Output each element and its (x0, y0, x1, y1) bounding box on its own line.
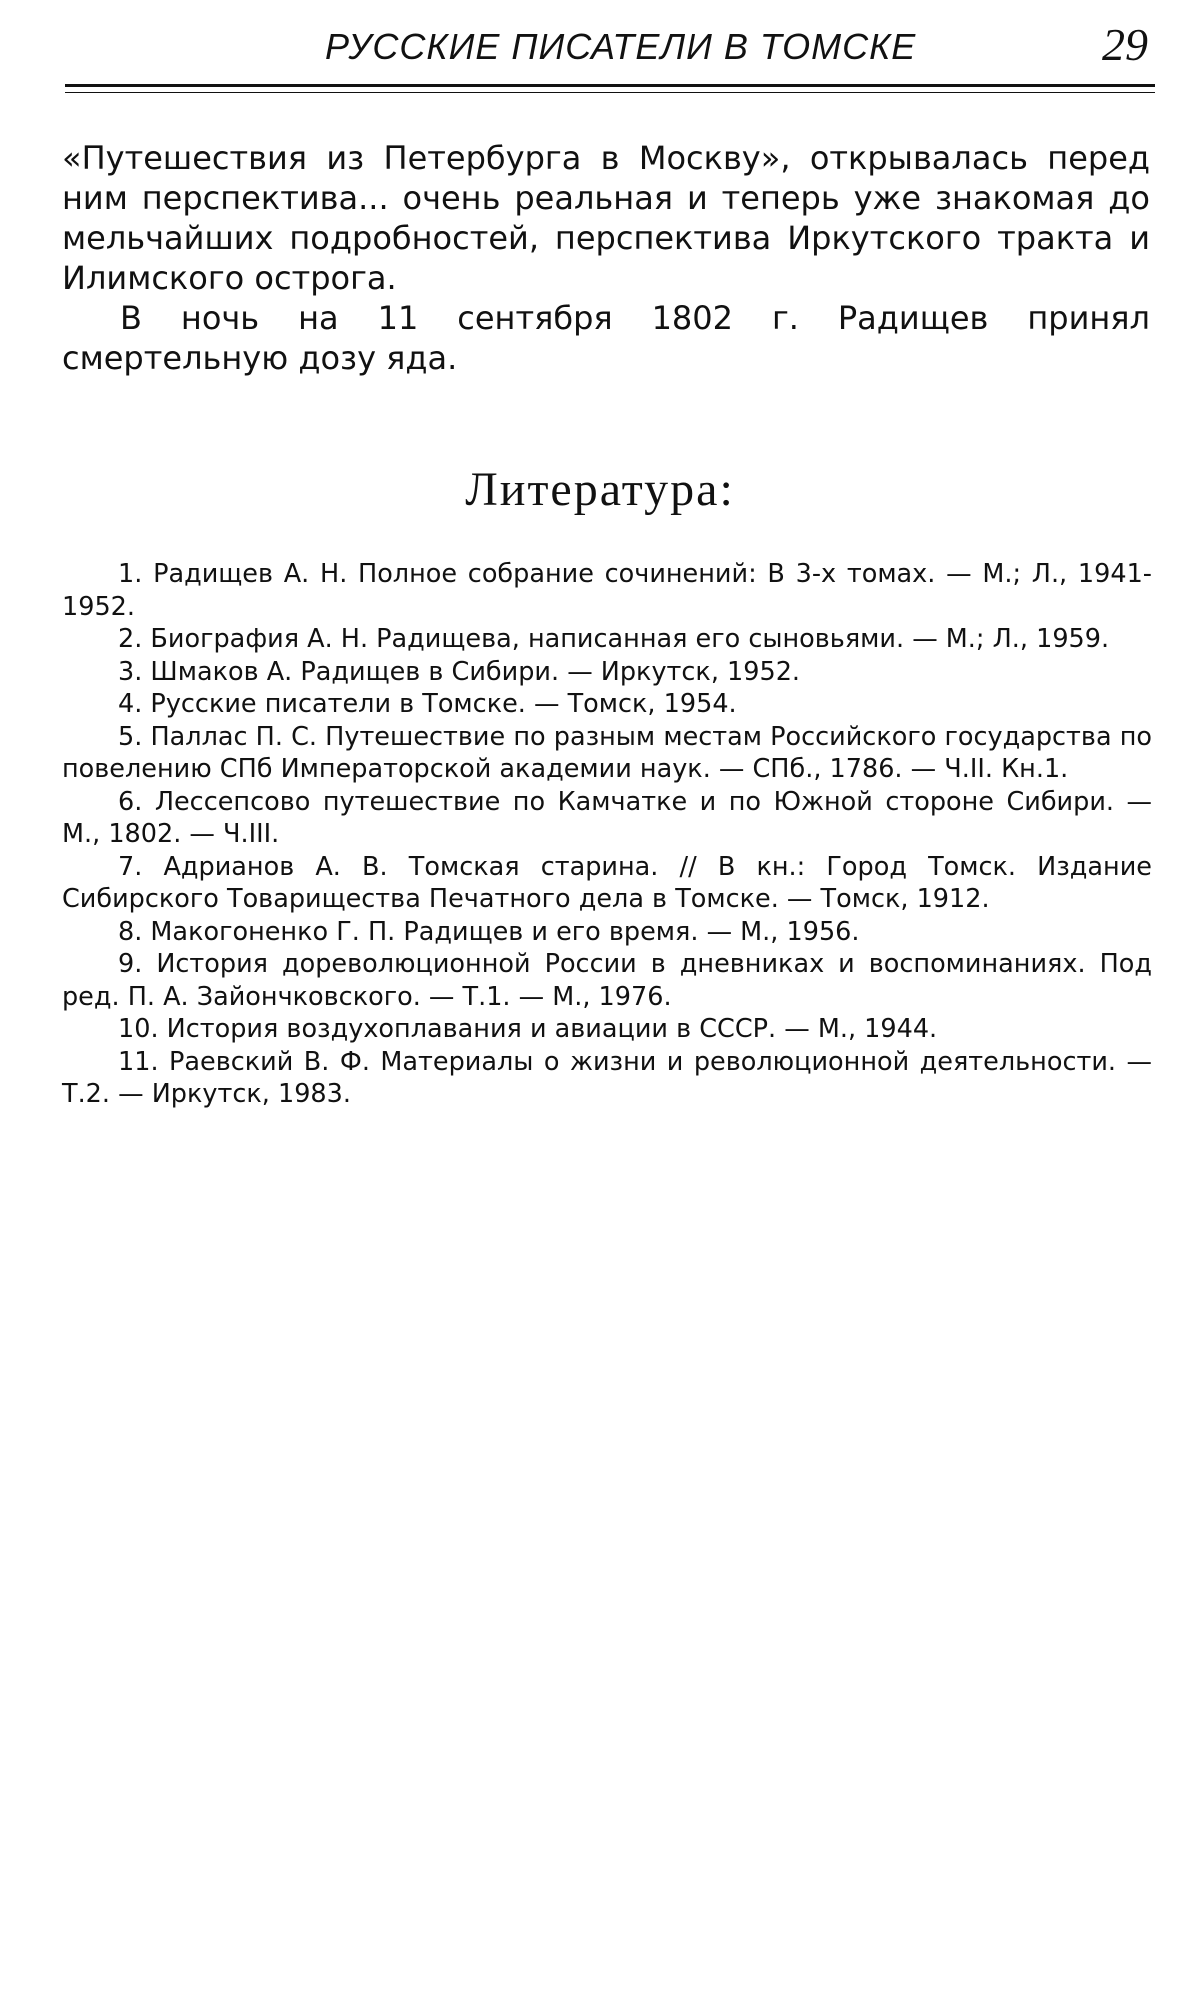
running-header (60, 18, 1160, 78)
body-text (62, 138, 1150, 378)
bibliography-item: 11. Раевский В. Ф. Материалы о жизни и революционной деятельности. — Т.2. — Иркутск, 1983. (62, 1046, 1152, 1109)
bibliography-item: 7. Адрианов А. В. Томская старина. // В кн.: Город Томск. Издание Сибирского Товарищества Печатного дела в Томске. — Томск, 1912. (62, 851, 1152, 914)
page-number: 29 (1102, 19, 1148, 70)
body-paragraph-2: В ночь на 11 сентября 1802 г. Радищев принял смертельную дозу яда. (62, 299, 1150, 377)
bibliography-item: 10. История воздухоплавания и авиации в СССР. — М., 1944. (118, 1014, 938, 1044)
header-rule-thick (65, 84, 1155, 87)
bibliography-item: 6. Лессепсово путешествие по Камчатке и по Южной стороне Сибири. — М., 1802. — Ч.III. (62, 786, 1152, 849)
bibliography-item: 5. Паллас П. С. Путешествие по разным местам Российского государства по повелению СПб Императорской академии наук. — СПб., 1786. — Ч.II. Кн.1. (62, 721, 1152, 784)
header-rule-thin (65, 92, 1155, 93)
bibliography-item: 8. Макогоненко Г. П. Радищев и его время. — М., 1956. (118, 916, 860, 947)
bibliography-item: 3. Шмаков А. Радищев в Сибири. — Иркутск, 1952. (118, 656, 801, 687)
bibliography-list (62, 558, 1152, 1111)
running-title: РУССКИЕ ПИСАТЕЛИ В ТОМСКЕ (325, 26, 917, 67)
bibliography-item: 2. Биография А. Н. Радищева, написанная его сыновьями. — М.; Л., 1959. (118, 624, 1110, 654)
bibliography-item: 9. История дореволюционной России в дневниках и воспоминаниях. Под ред. П. А. Зайончковского. — Т.1. — М., 1976. (62, 949, 1152, 1012)
bibliography-item: 4. Русские писатели в Томске. — Томск, 1954. (118, 689, 737, 719)
bibliography-item: 1. Радищев А. Н. Полное собрание сочинений: В 3-х томах. — М.; Л., 1941-1952. (62, 559, 1152, 622)
literature-heading: Литература: (465, 463, 735, 516)
body-paragraph-1: «Путешествия из Петербурга в Москву», открывалась перед ним перспектива... очень реальная и теперь уже знакомая до мельчайших подробностей, перспектива Иркутского тракта и Илимского острога. (62, 139, 1150, 297)
